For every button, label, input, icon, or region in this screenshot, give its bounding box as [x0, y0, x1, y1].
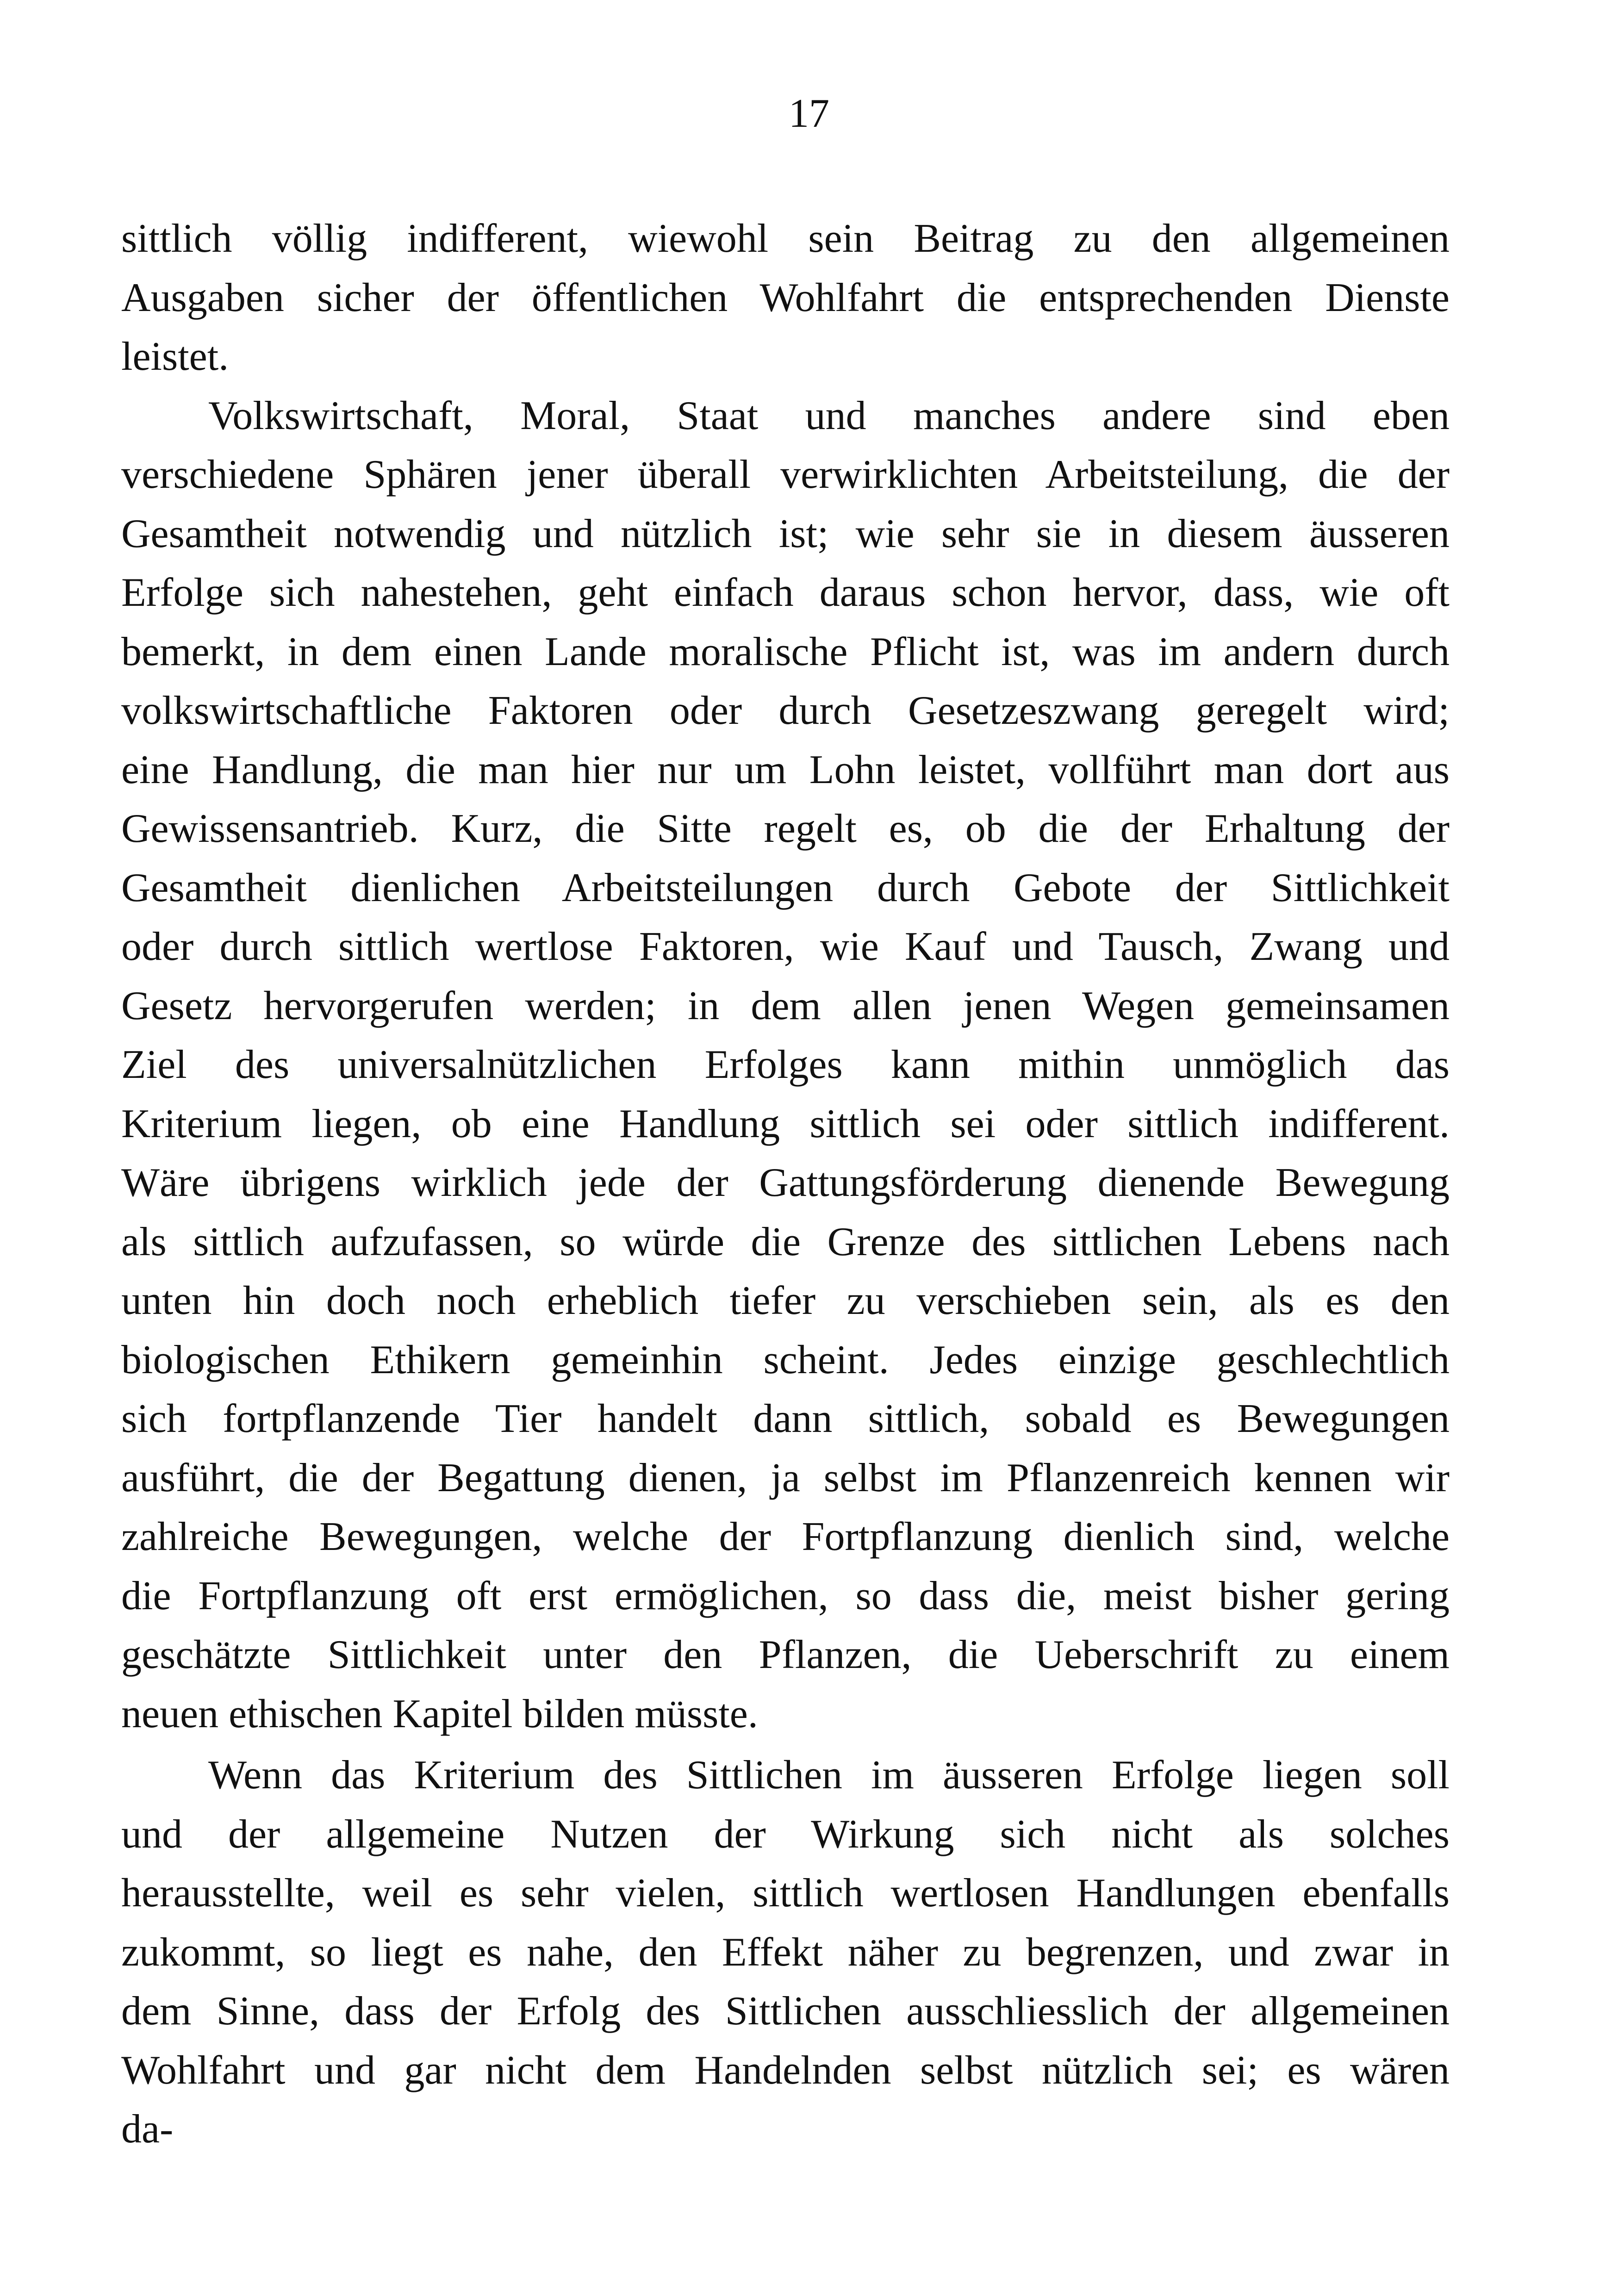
text-line: herausstellte, weil es sehr vielen, sittlich wertlosen Handlungen ebenfalls — [121, 1871, 1450, 1916]
text-line: Wohlfahrt und gar nicht dem Handelnden selbst nützlich sei; es wären — [121, 2047, 1450, 2093]
text-line: Ausgaben sicher der öffentlichen Wohlfahrt die entsprechenden Dienste — [121, 275, 1450, 320]
text-line: Ziel des universalnützlichen Erfolges kann mithin unmöglich das — [121, 1042, 1450, 1087]
text-line: verschiedene Sphären jener überall verwirklichten Arbeitsteilung, die der — [121, 452, 1450, 497]
text-line: bemerkt, in dem einen Lande moralische Pflicht ist, was im andern durch — [121, 629, 1450, 674]
text-line: zukommt, so liegt es nahe, den Effekt näher zu begrenzen, und zwar in — [121, 1929, 1450, 1975]
text-line: Kriterium liegen, ob eine Handlung sittlich sei oder sittlich indifferent. — [121, 1101, 1450, 1146]
text-line: Erfolge sich nahestehen, geht einfach daraus schon hervor, dass, wie oft — [121, 570, 1450, 615]
text-line: biologischen Ethikern gemeinhin scheint. Jedes einzige geschlechtlich — [121, 1337, 1450, 1382]
text-line: sittlich völlig indifferent, wiewohl sein Beitrag zu den allgemeinen — [121, 216, 1450, 261]
text-line: Gesetz hervorgerufen werden; in dem allen jenen Wegen gemeinsamen — [121, 983, 1450, 1028]
text-line: Volkswirtschaft, Moral, Staat und manches andere sind eben — [208, 393, 1450, 438]
text-line: Gesamtheit notwendig und nützlich ist; wie sehr sie in diesem äusseren — [121, 511, 1450, 556]
text-line: neuen ethischen Kapitel bilden müsste. — [121, 1691, 758, 1736]
text-line: oder durch sittlich wertlose Faktoren, wie Kauf und Tausch, Zwang und — [121, 924, 1450, 969]
text-line: dem Sinne, dass der Erfolg des Sittlichen ausschliesslich der allgemeinen — [121, 1989, 1450, 2034]
text-line: Gewissensantrieb. Kurz, die Sitte regelt es, ob die der Erhaltung der — [121, 806, 1450, 851]
text-line: als sittlich aufzufassen, so würde die Grenze des sittlichen Lebens nach — [121, 1219, 1450, 1264]
text-line: geschätzte Sittlichkeit unter den Pflanzen, die Ueberschrift zu einem — [121, 1632, 1450, 1677]
text-line: zahlreiche Bewegungen, welche der Fortpflanzung dienlich sind, welche — [121, 1514, 1450, 1559]
text-line: Wenn das Kriterium des Sittlichen im äusseren Erfolge liegen soll — [208, 1753, 1450, 1798]
text-line: ausführt, die der Begattung dienen, ja selbst im Pflanzenreich kennen wir — [121, 1455, 1450, 1500]
body-text — [121, 209, 1450, 2159]
text-line: und der allgemeine Nutzen der Wirkung sich nicht als solches — [121, 1811, 1450, 1857]
text-line: Gesamtheit dienlichen Arbeitsteilungen durch Gebote der Sittlichkeit — [121, 865, 1450, 910]
text-line: sich fortpflanzende Tier handelt dann sittlich, sobald es Bewegungen — [121, 1396, 1450, 1441]
text-line: leistet. — [121, 334, 229, 379]
text-line: eine Handlung, die man hier nur um Lohn leistet, vollführt man dort aus — [121, 747, 1450, 792]
page-number: 17 — [789, 91, 829, 136]
text-line: volkswirtschaftliche Faktoren oder durch Gesetzeszwang geregelt wird; — [121, 688, 1450, 733]
text-line: unten hin doch noch erheblich tiefer zu verschieben sein, als es den — [121, 1278, 1450, 1323]
text-line: da- — [121, 2107, 174, 2152]
text-line: die Fortpflanzung oft erst ermöglichen, so dass die, meist bisher gering — [121, 1573, 1450, 1618]
text-line: Wäre übrigens wirklich jede der Gattungsförderung dienende Bewegung — [121, 1160, 1450, 1205]
